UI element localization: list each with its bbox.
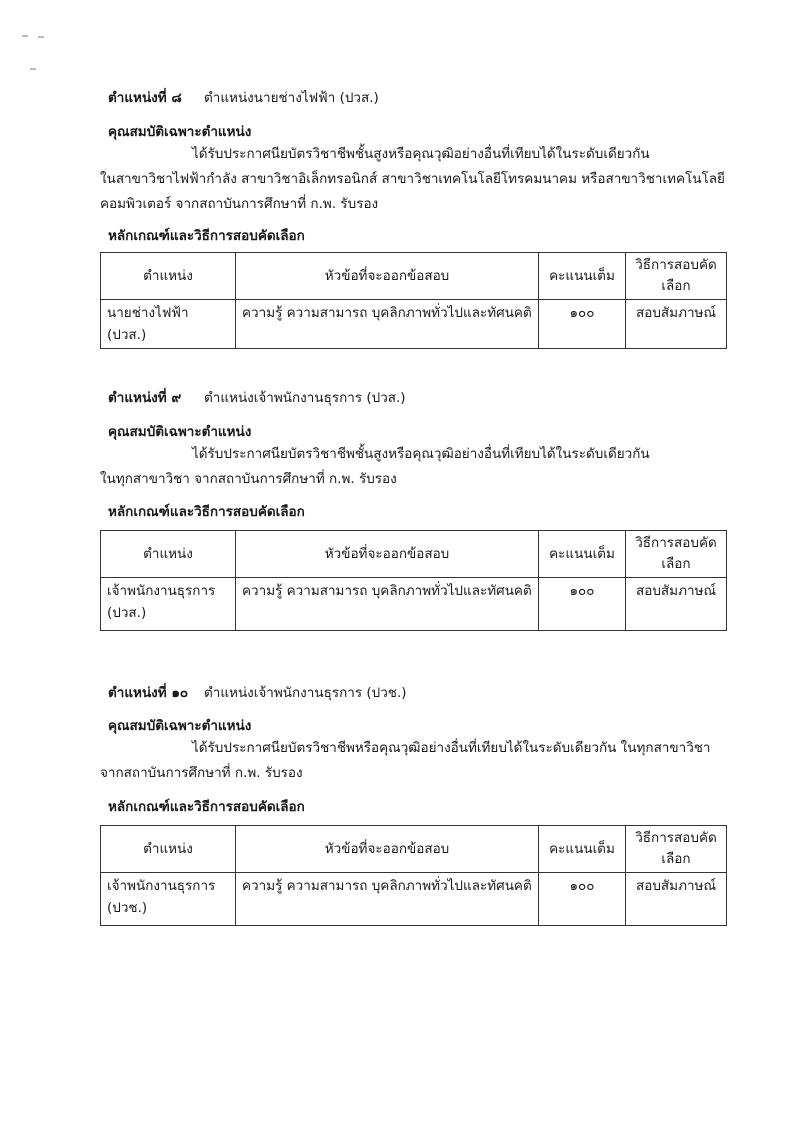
cell-position: เจ้าพนักงานธุรการ (ปวช.) — [101, 873, 236, 926]
header-full-score: คะแนนเต็ม — [539, 826, 626, 873]
header-full-score: คะแนนเต็ม — [539, 531, 626, 578]
table-row — [101, 300, 727, 349]
header-topics: หัวข้อที่จะออกข้อสอบ — [236, 531, 539, 578]
cell-method: สอบสัมภาษณ์ — [626, 578, 727, 631]
cell-position: เจ้าพนักงานธุรการ (ปวส.) — [101, 578, 236, 631]
position-number: ตำแหน่งที่ ๘ — [108, 90, 182, 106]
cell-position: นายช่างไฟฟ้า (ปวส.) — [101, 300, 236, 349]
position-8-qualifications — [100, 122, 728, 217]
header-position: ตำแหน่ง — [101, 253, 236, 300]
header-position: ตำแหน่ง — [101, 531, 236, 578]
cell-method: สอบสัมภาษณ์ — [626, 300, 727, 349]
header-method: วิธีการสอบคัดเลือก — [626, 531, 727, 578]
table-header-row — [101, 253, 727, 300]
header-method: วิธีการสอบคัดเลือก — [626, 826, 727, 873]
cell-topics: ความรู้ ความสามารถ บุคลิกภาพทั่วไปและทัศนคติ — [236, 300, 539, 349]
scan-artifact — [38, 36, 44, 38]
qualification-text: ได้รับประกาศนียบัตรวิชาชีพหรือคุณวุฒิอย่างอื่นที่เทียบได้ในระดับเดียวกัน ในทุกสาขาวิชา จากสถาบันการศึกษาที่ ก.พ. รับรอง — [100, 740, 711, 781]
header-topics: หัวข้อที่จะออกข้อสอบ — [236, 253, 539, 300]
cell-topics: ความรู้ ความสามารถ บุคลิกภาพทั่วไปและทัศนคติ — [236, 578, 539, 631]
scan-artifact — [30, 68, 36, 70]
position-name: ตำแหน่งนายช่างไฟฟ้า (ปวส.) — [204, 90, 379, 106]
criteria-table-10 — [100, 825, 727, 926]
scan-artifact — [22, 35, 28, 37]
position-10-title — [108, 683, 728, 703]
criteria-heading: หลักเกณฑ์และวิธีการสอบคัดเลือก — [108, 504, 305, 520]
cell-method: สอบสัมภาษณ์ — [626, 873, 727, 926]
position-9-qualifications — [100, 422, 728, 492]
header-position: ตำแหน่ง — [101, 826, 236, 873]
header-method: วิธีการสอบคัดเลือก — [626, 253, 727, 300]
cell-full-score: ๑๐๐ — [539, 300, 626, 349]
table-header-row — [101, 826, 727, 873]
qualification-text: ได้รับประกาศนียบัตรวิชาชีพชั้นสูงหรือคุณวุฒิอย่างอื่นที่เทียบได้ในระดับเดียวกัน ในทุกสาขาวิชา จากสถาบันการศึกษาที่ ก.พ. รับรอง — [100, 446, 650, 487]
cell-topics: ความรู้ ความสามารถ บุคลิกภาพทั่วไปและทัศนคติ — [236, 873, 539, 926]
criteria-heading: หลักเกณฑ์และวิธีการสอบคัดเลือก — [108, 228, 305, 244]
position-9-title — [108, 388, 728, 408]
position-name: ตำแหน่งเจ้าพนักงานธุรการ (ปวส.) — [204, 390, 406, 406]
position-number: ตำแหน่งที่ ๑๐ — [108, 685, 189, 701]
cell-full-score: ๑๐๐ — [539, 873, 626, 926]
header-full-score: คะแนนเต็ม — [539, 253, 626, 300]
table-row — [101, 578, 727, 631]
qualification-heading: คุณสมบัติเฉพาะตำแหน่ง — [108, 424, 252, 440]
criteria-heading: หลักเกณฑ์และวิธีการสอบคัดเลือก — [108, 799, 305, 815]
criteria-table-9 — [100, 530, 727, 631]
table-header-row — [101, 531, 727, 578]
position-name: ตำแหน่งเจ้าพนักงานธุรการ (ปวช.) — [204, 685, 407, 701]
table-row — [101, 873, 727, 926]
qualification-text: ได้รับประกาศนียบัตรวิชาชีพชั้นสูงหรือคุณวุฒิอย่างอื่นที่เทียบได้ในระดับเดียวกัน ในสาขาวิชาไฟฟ้ากำลัง สาขาวิชาอิเล็กทรอนิกส์ สาขาวิชาเทคโนโลยีโทรคมนาคม หรือสาขาวิชาเทคโนโลยี คอมพิวเตอร์ จากสถาบันการศึกษาที่ ก.พ. รับรอง — [100, 146, 725, 212]
position-number: ตำแหน่งที่ ๙ — [108, 390, 182, 406]
qualification-heading: คุณสมบัติเฉพาะตำแหน่ง — [108, 124, 252, 140]
cell-full-score: ๑๐๐ — [539, 578, 626, 631]
criteria-table-8 — [100, 252, 727, 349]
position-8-title — [108, 88, 728, 108]
position-10-qualifications — [100, 716, 728, 786]
header-topics: หัวข้อที่จะออกข้อสอบ — [236, 826, 539, 873]
qualification-heading: คุณสมบัติเฉพาะตำแหน่ง — [108, 718, 252, 734]
